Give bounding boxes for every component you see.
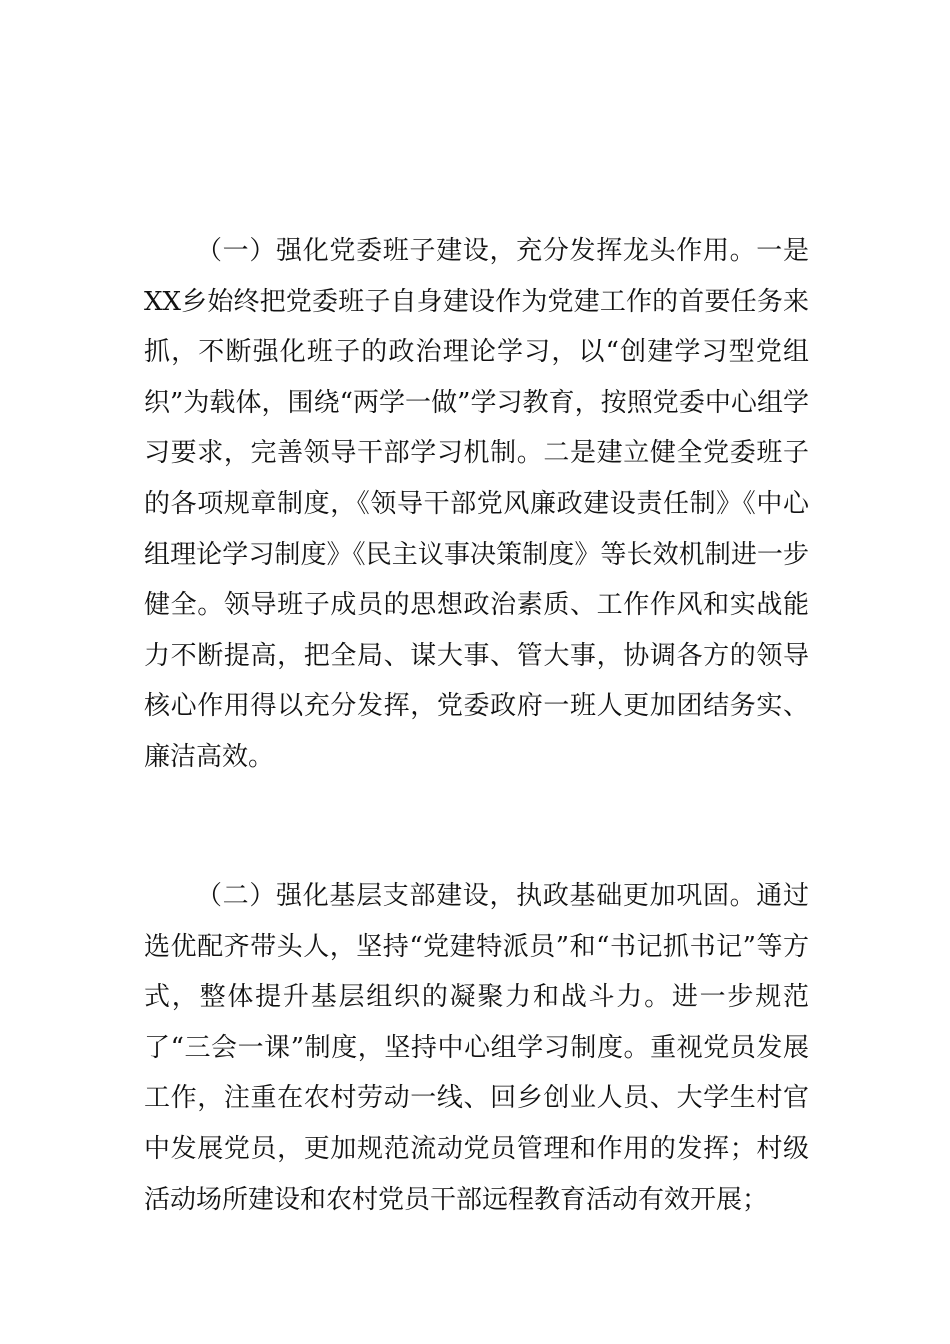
paragraph-party-committee: （一）强化党委班子建设，充分发挥龙头作用。一是XX乡始终把党委班子自身建设作为党建工作的首要任务来抓，不断强化班子的政治理论学习，以“创建学习型党组织”为载体，围绕“两学一做”学习教育，按照党委中心组学习要求，完善领导干部学习机制。二是建立健全党委班子的各项规章制度，《领导干部党风廉政建设责任制》《中心组理论学习制度》《民主议事决策制度》等长效机制进一步健全。领导班子成员的思想政治素质、工作作风和实战能力不断提高，把全局、谋大事、管大事，协调各方的领导核心作用得以充分发挥，党委政府一班人更加团结务实、廉洁高效。 <box>144 236 809 772</box>
paragraph-grassroots-branch: （二）强化基层支部建设，执政基础更加巩固。通过选优配齐带头人，坚持“党建特派员”和“书记抓书记”等方式，整体提升基层组织的凝聚力和战斗力。进一步规范了“三会一课”制度，坚持中心组学习制度。重视党员发展工作，注重在农村劳动一线、回乡创业人员、大学生村官中发展党员，更加规范流动党员管理和作用的发挥；村级活动场所建设和农村党员干部远程教育活动有效开展； <box>144 881 809 1215</box>
